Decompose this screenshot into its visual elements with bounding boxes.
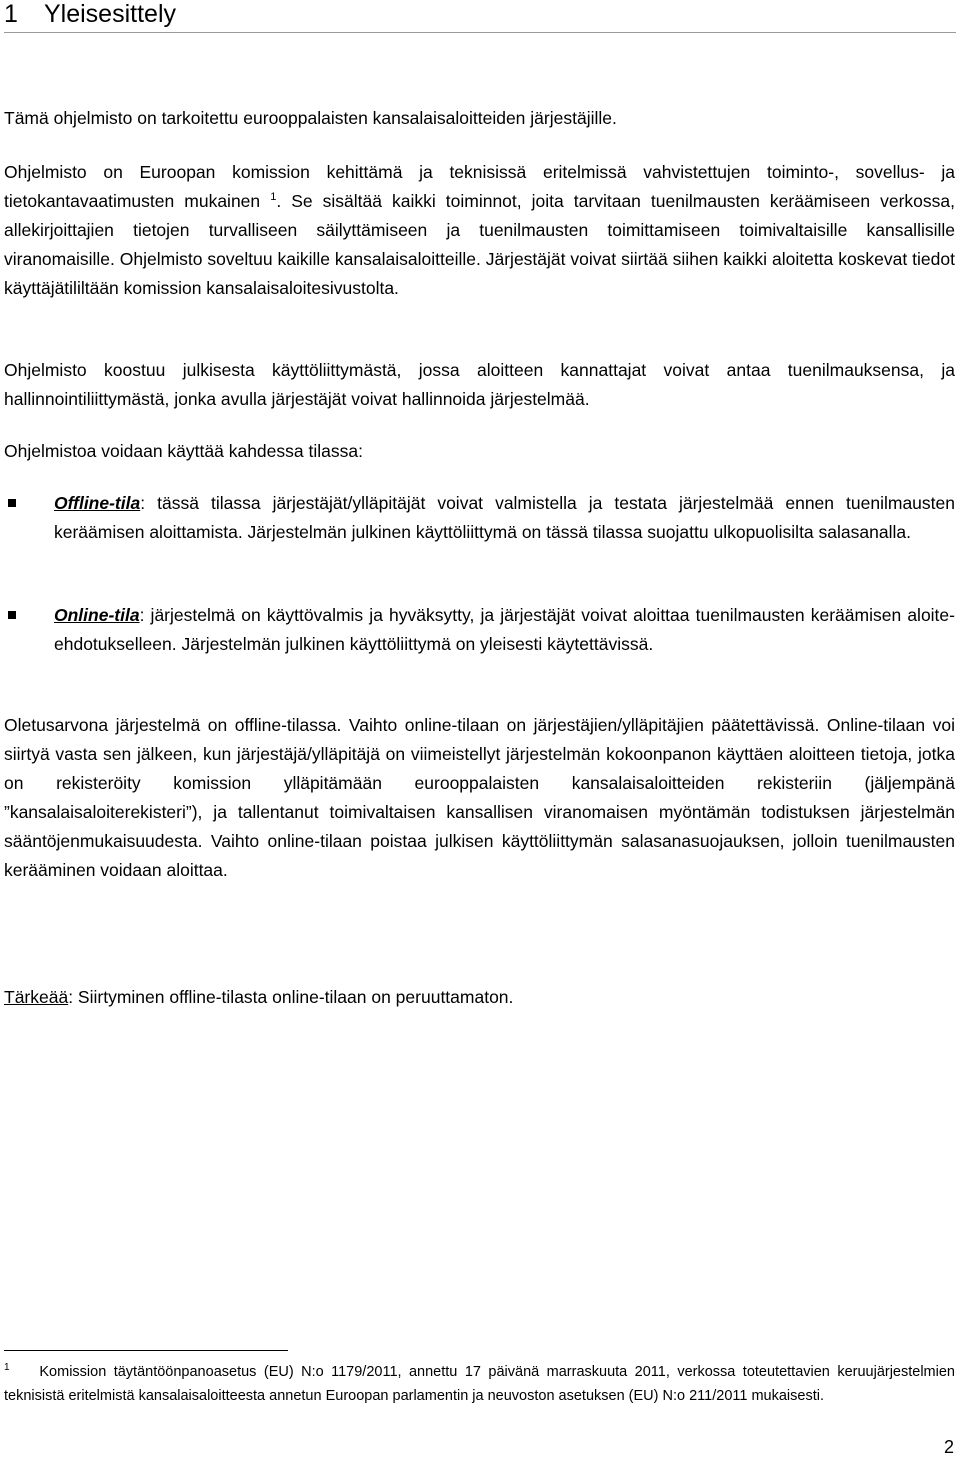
modes-intro-paragraph: Ohjelmistoa voidaan käyttää kahdessa tilassa: [4, 441, 363, 461]
default-mode-paragraph: Oletusarvona järjestelmä on offline-tilassa. Vaihto online-tilaan on järjestäjien/ylläpitäjien päätettävissä. Online-tilaan voi siirtyä vasta sen jälkeen, kun järjestäjä/ylläpitäjä on viimeistellyt järjestelmän kokoonpanon käyttäen aloitteen tietoja, jotka on rekisteröity komission ylläpitämään eurooppalaisten kansalaisaloitteiden rekisteriin (jäljempänä ”kansalaisaloiterekisteri”), ja tallentanut toimivaltaisen kansallisen viranomaisen myöntämän todistuksen järjestelmän sääntöjenmukaisuudesta. Vaihto online-tilaan poistaa julkisen käyttöliittymän salasanasuojauksen, jolloin tuenilmausten kerääminen voidaan aloittaa. [4, 715, 955, 880]
development-text-part-1: Ohjelmisto on Euroopan komission kehittämä ja teknisissä eritelmissä vahvistettujen toiminto-, sovellus- ja tietokantavaatimusten mukainen [4, 162, 955, 211]
footnote [4, 1360, 955, 1408]
development-paragraph [4, 158, 955, 303]
page-number: 2 [943, 1437, 954, 1457]
section-heading [4, 0, 956, 33]
development-text-part-2: . Se sisältää kaikki toiminnot, joita tarvitaan tuenilmausten keräämiseen verkossa, allekirjoittajien tietojen turvalliseen säilyttämiseen ja tuenilmausten toimittamiseen toimivaltaisille kansallisille viranomaisille. Ohjelmisto soveltuu kaikille kansalaisaloitteille. Järjestäjät voivat siirtää siihen kaikki aloitetta koskevat tiedot käyttäjätililtään komission kansalaisaloitesivustolta. [4, 191, 956, 298]
online-mode-label: Online-tila [54, 605, 140, 625]
footnote-separator [4, 1350, 288, 1351]
bullet-online-mode [54, 601, 955, 659]
interface-paragraph: Ohjelmisto koostuu julkisesta käyttöliittymästä, jossa aloitteen kannattajat voivat antaa tuenilmauksensa, ja hallinnointiliittymästä, jonka avulla järjestäjät voivat hallinnoida järjestelmää. [4, 360, 955, 409]
footnote-text: Komission täytäntöönpanoasetus (EU) N:o 1179/2011, annettu 17 päivänä marraskuuta 2011, verkossa toteutettavien keruujärjestelmien teknisistä eritelmistä kansalaisaloitteesta annetun Euroopan parlamentin ja neuvoston asetuksen (EU) N:o 211/2011 mukaisesti. [4, 1364, 955, 1404]
section-number: 1 [4, 0, 18, 28]
footnote-reference[interactable]: 1 [270, 191, 277, 204]
online-mode-text: : järjestelmä on käyttövalmis ja hyväksytty, ja järjestäjät voivat aloittaa tuenilmausten keräämisen aloite-ehdotukselleen. Järjestelmän julkinen käyttöliittymä on yleisesti käytettävissä. [54, 605, 955, 654]
intro-paragraph: Tämä ohjelmisto on tarkoitettu eurooppalaisten kansalaisaloitteiden järjestäjille. [4, 108, 617, 128]
footnote-number: 1 [4, 1362, 10, 1374]
bullet-offline-mode [54, 489, 955, 547]
square-bullet-icon [8, 499, 16, 507]
section-title: Yleisesittely [44, 0, 176, 28]
important-label: Tärkeää [4, 987, 69, 1007]
important-note [4, 983, 955, 1012]
offline-mode-text: : tässä tilassa järjestäjät/ylläpitäjät voivat valmistella ja testata järjestelmää ennen tuenilmausten keräämisen aloittamista. Järjestelmän julkinen käyttöliittymä on tässä tilassa suojattu ulkopuolisilta salasanalla. [54, 493, 955, 542]
square-bullet-icon [8, 611, 16, 619]
important-text: : Siirtyminen offline-tilasta online-tilaan on peruuttamaton. [68, 987, 514, 1007]
offline-mode-label: Offline-tila [54, 493, 141, 513]
